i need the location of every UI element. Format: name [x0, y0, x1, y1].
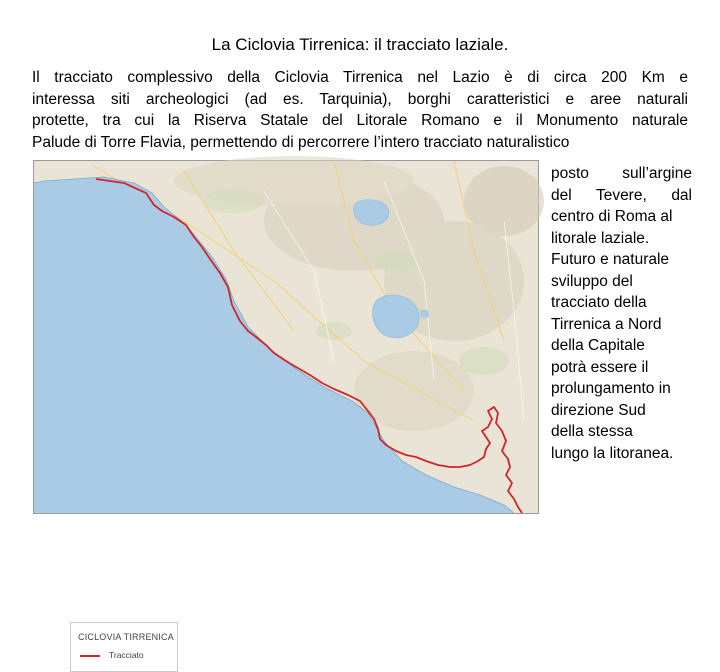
- side-line: lungo la litoranea.: [551, 444, 674, 462]
- side-line: prolungamento in: [551, 380, 671, 397]
- legend-route-swatch: [80, 655, 100, 657]
- side-line: centro di Roma al: [551, 208, 673, 225]
- side-line: posto sull’argine: [551, 165, 692, 182]
- intro-line: Palude di Torre Flavia, permettendo di percorrere l’intero tracciato naturalistico: [32, 133, 570, 151]
- side-line: potrà essere il: [551, 358, 649, 376]
- intro-line: protette, tra cui la Riserva Statale del Litorale Romano e il Monumento naturale: [32, 112, 688, 129]
- route-map: [33, 160, 539, 660]
- legend-route-label: Tracciato: [109, 650, 144, 660]
- intro-paragraph: [32, 67, 688, 153]
- side-line: litorale laziale.: [551, 229, 650, 247]
- map-legend: [70, 622, 178, 672]
- map-graphic: [34, 161, 538, 513]
- lake-bracciano: [372, 295, 419, 338]
- side-line: tracciato della: [551, 294, 647, 311]
- side-paragraph: [551, 163, 701, 464]
- side-line: Futuro e naturale: [551, 251, 670, 268]
- page-title: La Ciclovia Tirrenica: il tracciato laziale.: [211, 35, 509, 54]
- intro-line: Il tracciato complessivo della Ciclovia Tirrenica nel Lazio è di circa 200 Km e: [32, 69, 688, 86]
- side-line: del Tevere, dal: [551, 186, 692, 204]
- side-line: della Capitale: [551, 337, 645, 354]
- side-line: sviluppo del: [551, 272, 633, 290]
- side-line: della stessa: [551, 423, 633, 440]
- side-line: Tirrenica a Nord: [551, 315, 662, 333]
- side-line: direzione Sud: [551, 401, 646, 419]
- intro-line: interessa siti archeologici (ad es. Tarquinia), borghi caratteristici e aree naturali: [32, 90, 688, 108]
- legend-title: CICLOVIA TIRRENICA: [78, 632, 174, 642]
